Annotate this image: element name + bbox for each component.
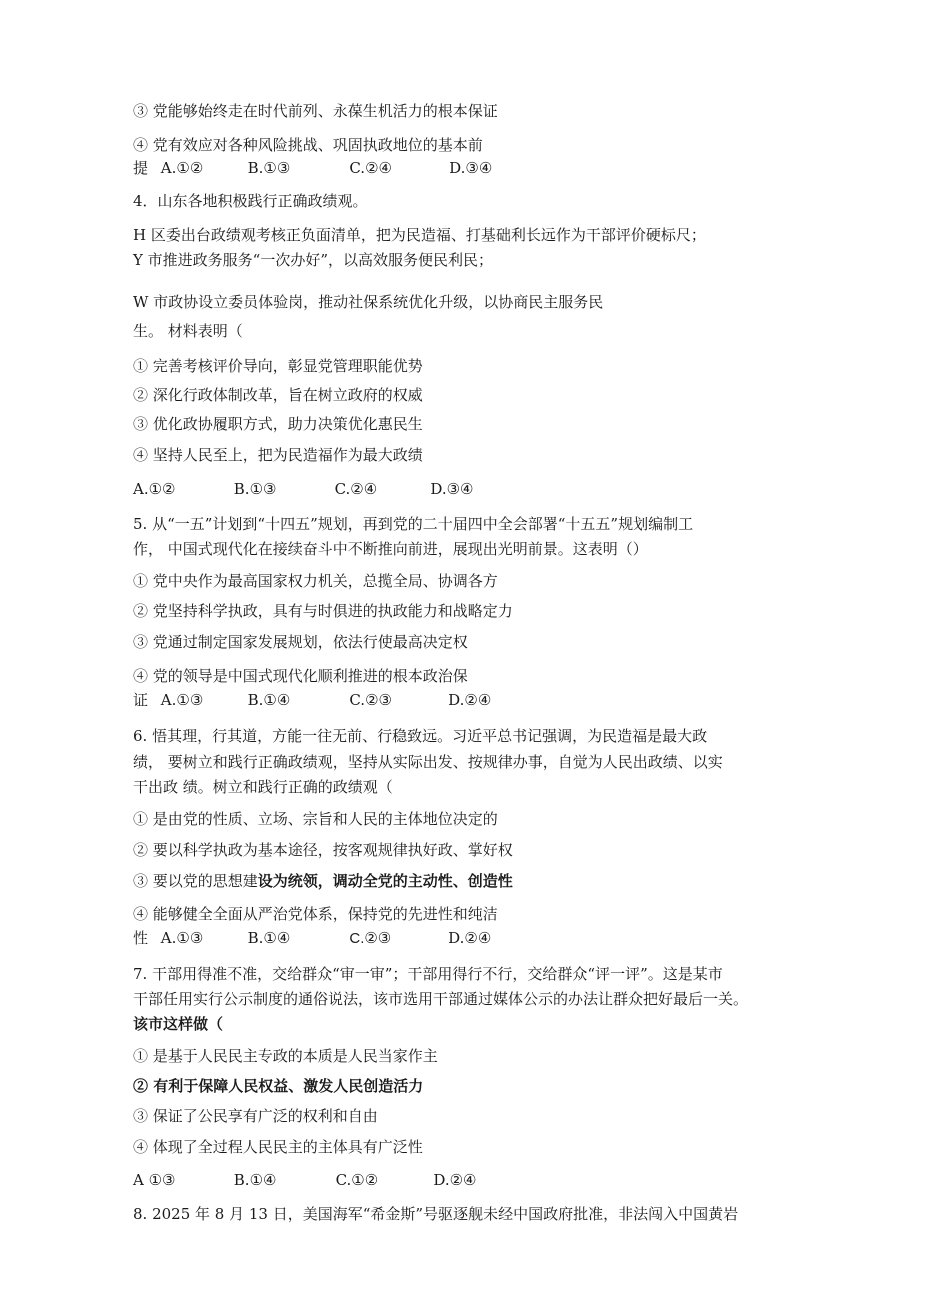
q5-item-4-tail: 证 — [133, 691, 149, 709]
q7-option-d: D.②④ — [433, 1171, 477, 1189]
q6-item-2: ② 要以科学执政为基本途径，按客观规律执好政、掌好权 — [133, 841, 513, 859]
q4-option-b: B.①③ — [233, 480, 277, 498]
q7-stem-line-3: 该市这样做（ — [133, 1015, 224, 1033]
q6-option-b: B.①④ — [247, 929, 291, 947]
q6-stem-line-2: 绩， 要树立和践行正确政绩观，坚持从实际出发、按规律办事，自觉为人民出政绩、以实 — [133, 753, 723, 771]
q6-stem-line-3: 干出政 绩。树立和践行正确的政绩观（ — [133, 778, 393, 796]
q3-option-a: A.①② — [160, 159, 204, 177]
q4-item-2: ② 深化行政体制改革，旨在树立政府的权威 — [133, 386, 423, 404]
q3-option-d: D.③④ — [449, 159, 493, 177]
q4-material-2: Y 市推进政务服务“一次办好”，以高效服务便民利民； — [133, 251, 494, 269]
q4-material-1: H 区委出台政绩观考核正负面清单，把为民造福、打基础利长远作为干部评价硬标尺； — [133, 226, 706, 244]
q5-option-b: B.①④ — [247, 691, 291, 709]
q5-option-a: A.①③ — [160, 691, 204, 709]
q6-item-4-tail: 性 — [133, 929, 149, 947]
q3-options-row — [133, 159, 492, 177]
q3-item-4: ④ 党有效应对各种风险挑战、巩固执政地位的基本前 — [133, 136, 483, 154]
q5-option-c: C.②③ — [349, 691, 392, 709]
q4-material-3: W 市政协设立委员体验岗，推动社保系统优化升级，以协商民主服务民 — [133, 293, 604, 311]
q7-options-row — [133, 1171, 477, 1189]
q7-option-c: C.①② — [335, 1171, 379, 1189]
q7-item-1: ① 是基于人民民主专政的本质是人民当家作主 — [133, 1047, 438, 1065]
q5-option-d: D.②④ — [448, 691, 492, 709]
q7-option-b: B.①④ — [233, 1171, 277, 1189]
q7-stem-line-2: 干部任用实行公示制度的通俗说法，该市选用干部通过媒体公示的办法让群众把好最后一关。 — [133, 990, 749, 1008]
q7-item-4: ④ 体现了全过程人民民主的主体具有广泛性 — [133, 1138, 423, 1156]
q4-item-3: ③ 优化政协履职方式，助力决策优化惠民生 — [133, 415, 423, 433]
q5-options-row — [133, 691, 491, 709]
q5-item-2: ② 党坚持科学执政，具有与时俱进的执政能力和战略定力 — [133, 602, 513, 620]
q4-material-4: 生。 材料表明（ — [133, 322, 243, 340]
q4-option-a: A.①② — [133, 480, 176, 498]
q6-item-3-part-2: 设为统领，调动全党的主动性、创造性 — [257, 872, 513, 890]
q5-stem-line-1: 5. 从“一五”计划到“十四五”规划，再到党的二十届四中全会部署“十五五”规划编制工 — [133, 515, 694, 533]
q7-item-3: ③ 保证了公民享有广泛的权利和自由 — [133, 1107, 378, 1125]
q3-item-3: ③ 党能够始终走在时代前列、永葆生机活力的根本保证 — [133, 102, 498, 120]
q4-option-c: C.②④ — [334, 480, 378, 498]
q4-item-4: ④ 坚持人民至上，把为民造福作为最大政绩 — [133, 446, 423, 464]
q7-option-a: A ①③ — [133, 1171, 176, 1189]
q6-option-d: D.②④ — [448, 929, 492, 947]
q3-option-b: B.①③ — [247, 159, 291, 177]
q7-item-2: ② 有利于保障人民权益、激发人民创造活力 — [133, 1077, 424, 1095]
q3-item-4-tail: 提 — [133, 159, 149, 177]
q5-item-3: ③ 党通过制定国家发展规划，依法行使最高决定权 — [133, 633, 468, 651]
q6-stem-line-1: 6. 悟其理，行其道，方能一往无前、行稳致远。习近平总书记强调，为民造福是最大政 — [133, 727, 708, 745]
q4-item-1: ① 完善考核评价导向，彰显党管理职能优势 — [133, 357, 423, 375]
q6-option-c: C.②③ — [349, 930, 392, 947]
q4-stem: 4．山东各地积极践行正确政绩观。 — [133, 192, 368, 210]
q6-item-4: ④ 能够健全全面从严治党体系，保持党的先进性和纯洁 — [133, 905, 498, 923]
q6-options-row — [133, 929, 491, 948]
q8-stem-line-1: 8. 2025 年 8 月 13 日，美国海军“希金斯”号驱逐舰未经中国政府批准，非法闯入中国黄岩 — [133, 1205, 739, 1223]
q4-option-d: D.③④ — [430, 480, 474, 498]
q4-options-row — [133, 480, 474, 498]
q7-stem-line-1: 7. 干部用得准不准，交给群众“审一审”；干部用得行不行，交给群众“评一评”。这是某市 — [133, 965, 723, 983]
q6-item-3-part-1: ③ 要以党的思想建 — [133, 872, 258, 890]
q6-item-1: ① 是由党的性质、立场、宗旨和人民的主体地位决定的 — [133, 810, 498, 828]
q6-item-3 — [133, 872, 513, 890]
q5-item-1: ① 党中央作为最高国家权力机关，总揽全局、协调各方 — [133, 572, 498, 590]
q5-item-4: ④ 党的领导是中国式现代化顺利推进的根本政治保 — [133, 667, 468, 685]
q5-stem-line-2: 作， 中国式现代化在接续奋斗中不断推向前进，展现出光明前景。这表明（） — [133, 540, 648, 558]
q3-option-c: C.②④ — [349, 159, 392, 177]
q6-option-a: A.①③ — [160, 929, 204, 947]
